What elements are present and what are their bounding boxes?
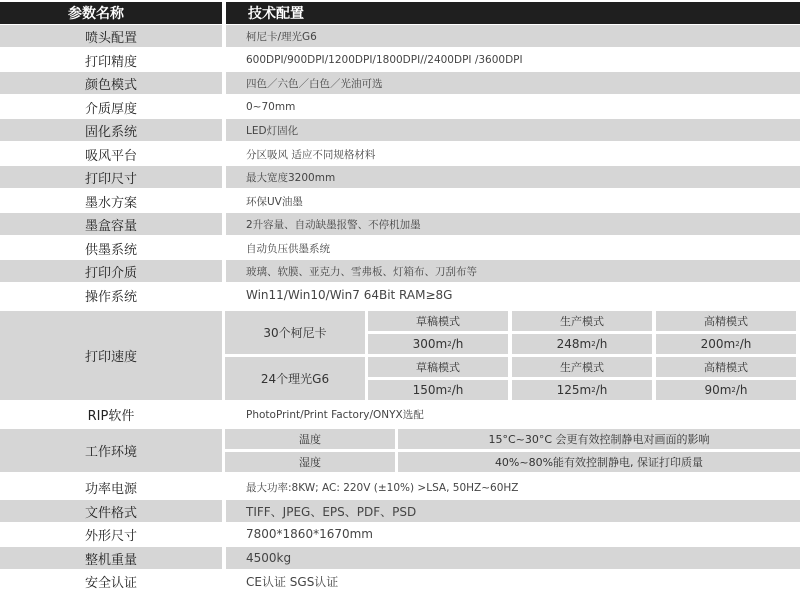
row-value [244,284,800,306]
row-value [244,49,800,71]
row-value-text: 环保UV油墨 [246,195,303,208]
env-humid-value [398,452,800,472]
row-label-text: 功率电源 [84,481,137,497]
row-value [226,213,800,235]
row-label-text: 墨盒容量 [84,218,137,234]
speed-mode [512,311,652,331]
row-value [226,119,800,141]
row-label [0,119,222,141]
row-label [0,237,222,259]
speed-value [656,380,796,400]
env-label [0,429,222,472]
row-label-text: 操作系统 [84,289,137,305]
rip-value-text: PhotoPrint/Print Factory/ONYX选配 [246,408,424,421]
env-temp-name [225,429,395,449]
speed-value-number: 248m [556,337,592,351]
speed-value-number: 300m [412,337,448,351]
row-label [0,570,222,592]
row-label-text: 安全认证 [84,575,137,591]
row-label-text: 打印介质 [84,265,137,281]
row-value [244,570,800,592]
row-value [226,72,800,94]
row-label-text: 打印尺寸 [84,171,137,187]
row-label-text: 颜色模式 [84,77,137,93]
speed-unit-tail: /h [739,337,752,351]
speed-mode-text: 高精模式 [704,315,748,328]
row-value-text: TIFF、JPEG、EPS、PDF、PSD [246,504,417,519]
row-value-text: 最大功率:8KW; AC: 220V (±10%) >LSA, 50HZ~60HZ [246,481,519,494]
row-label-text: 介质厚度 [84,101,137,117]
speed-value-number: 150m [412,383,448,397]
row-label-text: 喷头配置 [84,30,137,46]
speed-mode [656,357,796,377]
row-value-text: 4500kg [246,551,292,565]
row-label [0,143,222,165]
row-value [226,166,800,188]
header-param [0,2,222,24]
speed-unit-tail: /h [735,383,748,397]
speed-value-number: 200m [700,337,736,351]
row-value-text: 7800*1860*1670mm [246,527,373,541]
row-value [244,523,800,545]
speed-mode-text: 生产模式 [560,315,604,328]
row-value-text: 2升容量、自动缺墨报警、不停机加墨 [246,218,421,231]
row-label [0,49,222,71]
speed-mode [368,357,508,377]
speed-unit-sup: 2 [447,386,452,394]
speed-unit-tail: /h [595,383,608,397]
row-value-text: 玻璃、软膜、亚克力、雪弗板、灯箱布、刀刮布等 [246,265,477,278]
row-value-text: 600DPI/900DPI/1200DPI/1800DPI//2400DPI /3600DPI [246,54,523,66]
speed-mode-text: 草稿模式 [416,315,460,328]
env-humid-name-text: 湿度 [299,456,321,469]
env-temp-value-text: 15°C~30°C 会更有效控制静电对画面的影响 [488,433,710,446]
row-value-text: CE认证 SGS认证 [246,574,339,589]
row-label [0,284,222,306]
row-value-text: 柯尼卡/理光G6 [246,30,317,43]
speed-value-number: 125m [556,383,592,397]
row-label [0,500,222,522]
speed-value [512,334,652,354]
row-label [0,523,222,545]
row-value-text: 四色／六色／白色／光油可选 [246,77,383,90]
row-label [0,25,222,47]
speed-mode-text: 草稿模式 [416,361,460,374]
speed-mode-text: 高精模式 [704,361,748,374]
row-label-text: 供墨系统 [84,242,137,258]
row-value [226,25,800,47]
speed-value [368,334,508,354]
row-label-text: 吸风平台 [84,148,137,164]
row-label [0,213,222,235]
speed-unit-tail: /h [595,337,608,351]
row-value-text: 最大宽度3200mm [246,171,336,184]
row-value [226,500,800,522]
row-value [244,96,800,118]
row-value-text: LED灯固化 [246,124,299,137]
row-label [0,190,222,212]
row-value-text: 0~70mm [246,101,296,113]
row-value [226,547,800,569]
header-config-text: 技术配置 [248,6,304,22]
speed-value-number: 90m [704,383,732,397]
row-value [244,143,800,165]
speed-mode [512,357,652,377]
speed-unit-sup: 2 [591,386,596,394]
row-value [244,476,800,498]
row-label-text: 外形尺寸 [84,528,137,544]
speed-unit-sup: 2 [591,340,596,348]
header-config [226,2,800,24]
speed-mode [368,311,508,331]
speed-group-name [225,357,365,400]
row-label-text: 文件格式 [84,505,137,521]
env-humid-value-text: 40%~80%能有效控制静电, 保证打印质量 [494,456,704,469]
row-label [0,547,222,569]
speed-unit-sup: 2 [735,340,740,348]
speed-value [368,380,508,400]
speed-unit-tail: /h [451,383,464,397]
speed-group-name [225,311,365,354]
row-value-text: 自动负压供墨系统 [246,242,330,255]
row-value-text: 分区吸风 适应不同规格材料 [246,148,376,161]
row-value [244,190,800,212]
speed-unit-sup: 2 [731,386,736,394]
row-label-text: 整机重量 [84,552,137,568]
row-value [244,237,800,259]
speed-label-text: 打印速度 [84,350,137,365]
rip-label-text: RIP软件 [87,408,135,424]
env-humid-name [225,452,395,472]
speed-label [0,311,222,400]
speed-group-name-text: 24个理光G6 [260,372,330,386]
row-label-text: 墨水方案 [84,195,137,211]
speed-mode [656,311,796,331]
rip-label [0,403,222,425]
speed-unit-tail: /h [451,337,464,351]
env-label-text: 工作环境 [84,445,137,460]
speed-unit-sup: 2 [447,340,452,348]
row-label-text: 固化系统 [84,124,137,140]
speed-group-name-text: 30个柯尼卡 [263,326,327,340]
speed-value [512,380,652,400]
rip-value [244,403,800,425]
row-label [0,166,222,188]
speed-mode-text: 生产模式 [560,361,604,374]
row-value [226,260,800,282]
header-param-text: 参数名称 [68,6,124,22]
speed-value [656,334,796,354]
row-label [0,96,222,118]
row-label [0,260,222,282]
row-label [0,72,222,94]
row-label [0,476,222,498]
row-label-text: 打印精度 [84,54,137,70]
env-temp-name-text: 温度 [299,433,321,446]
row-value-text: Win11/Win10/Win7 64Bit RAM≥8G [246,288,453,302]
env-temp-value [398,429,800,449]
